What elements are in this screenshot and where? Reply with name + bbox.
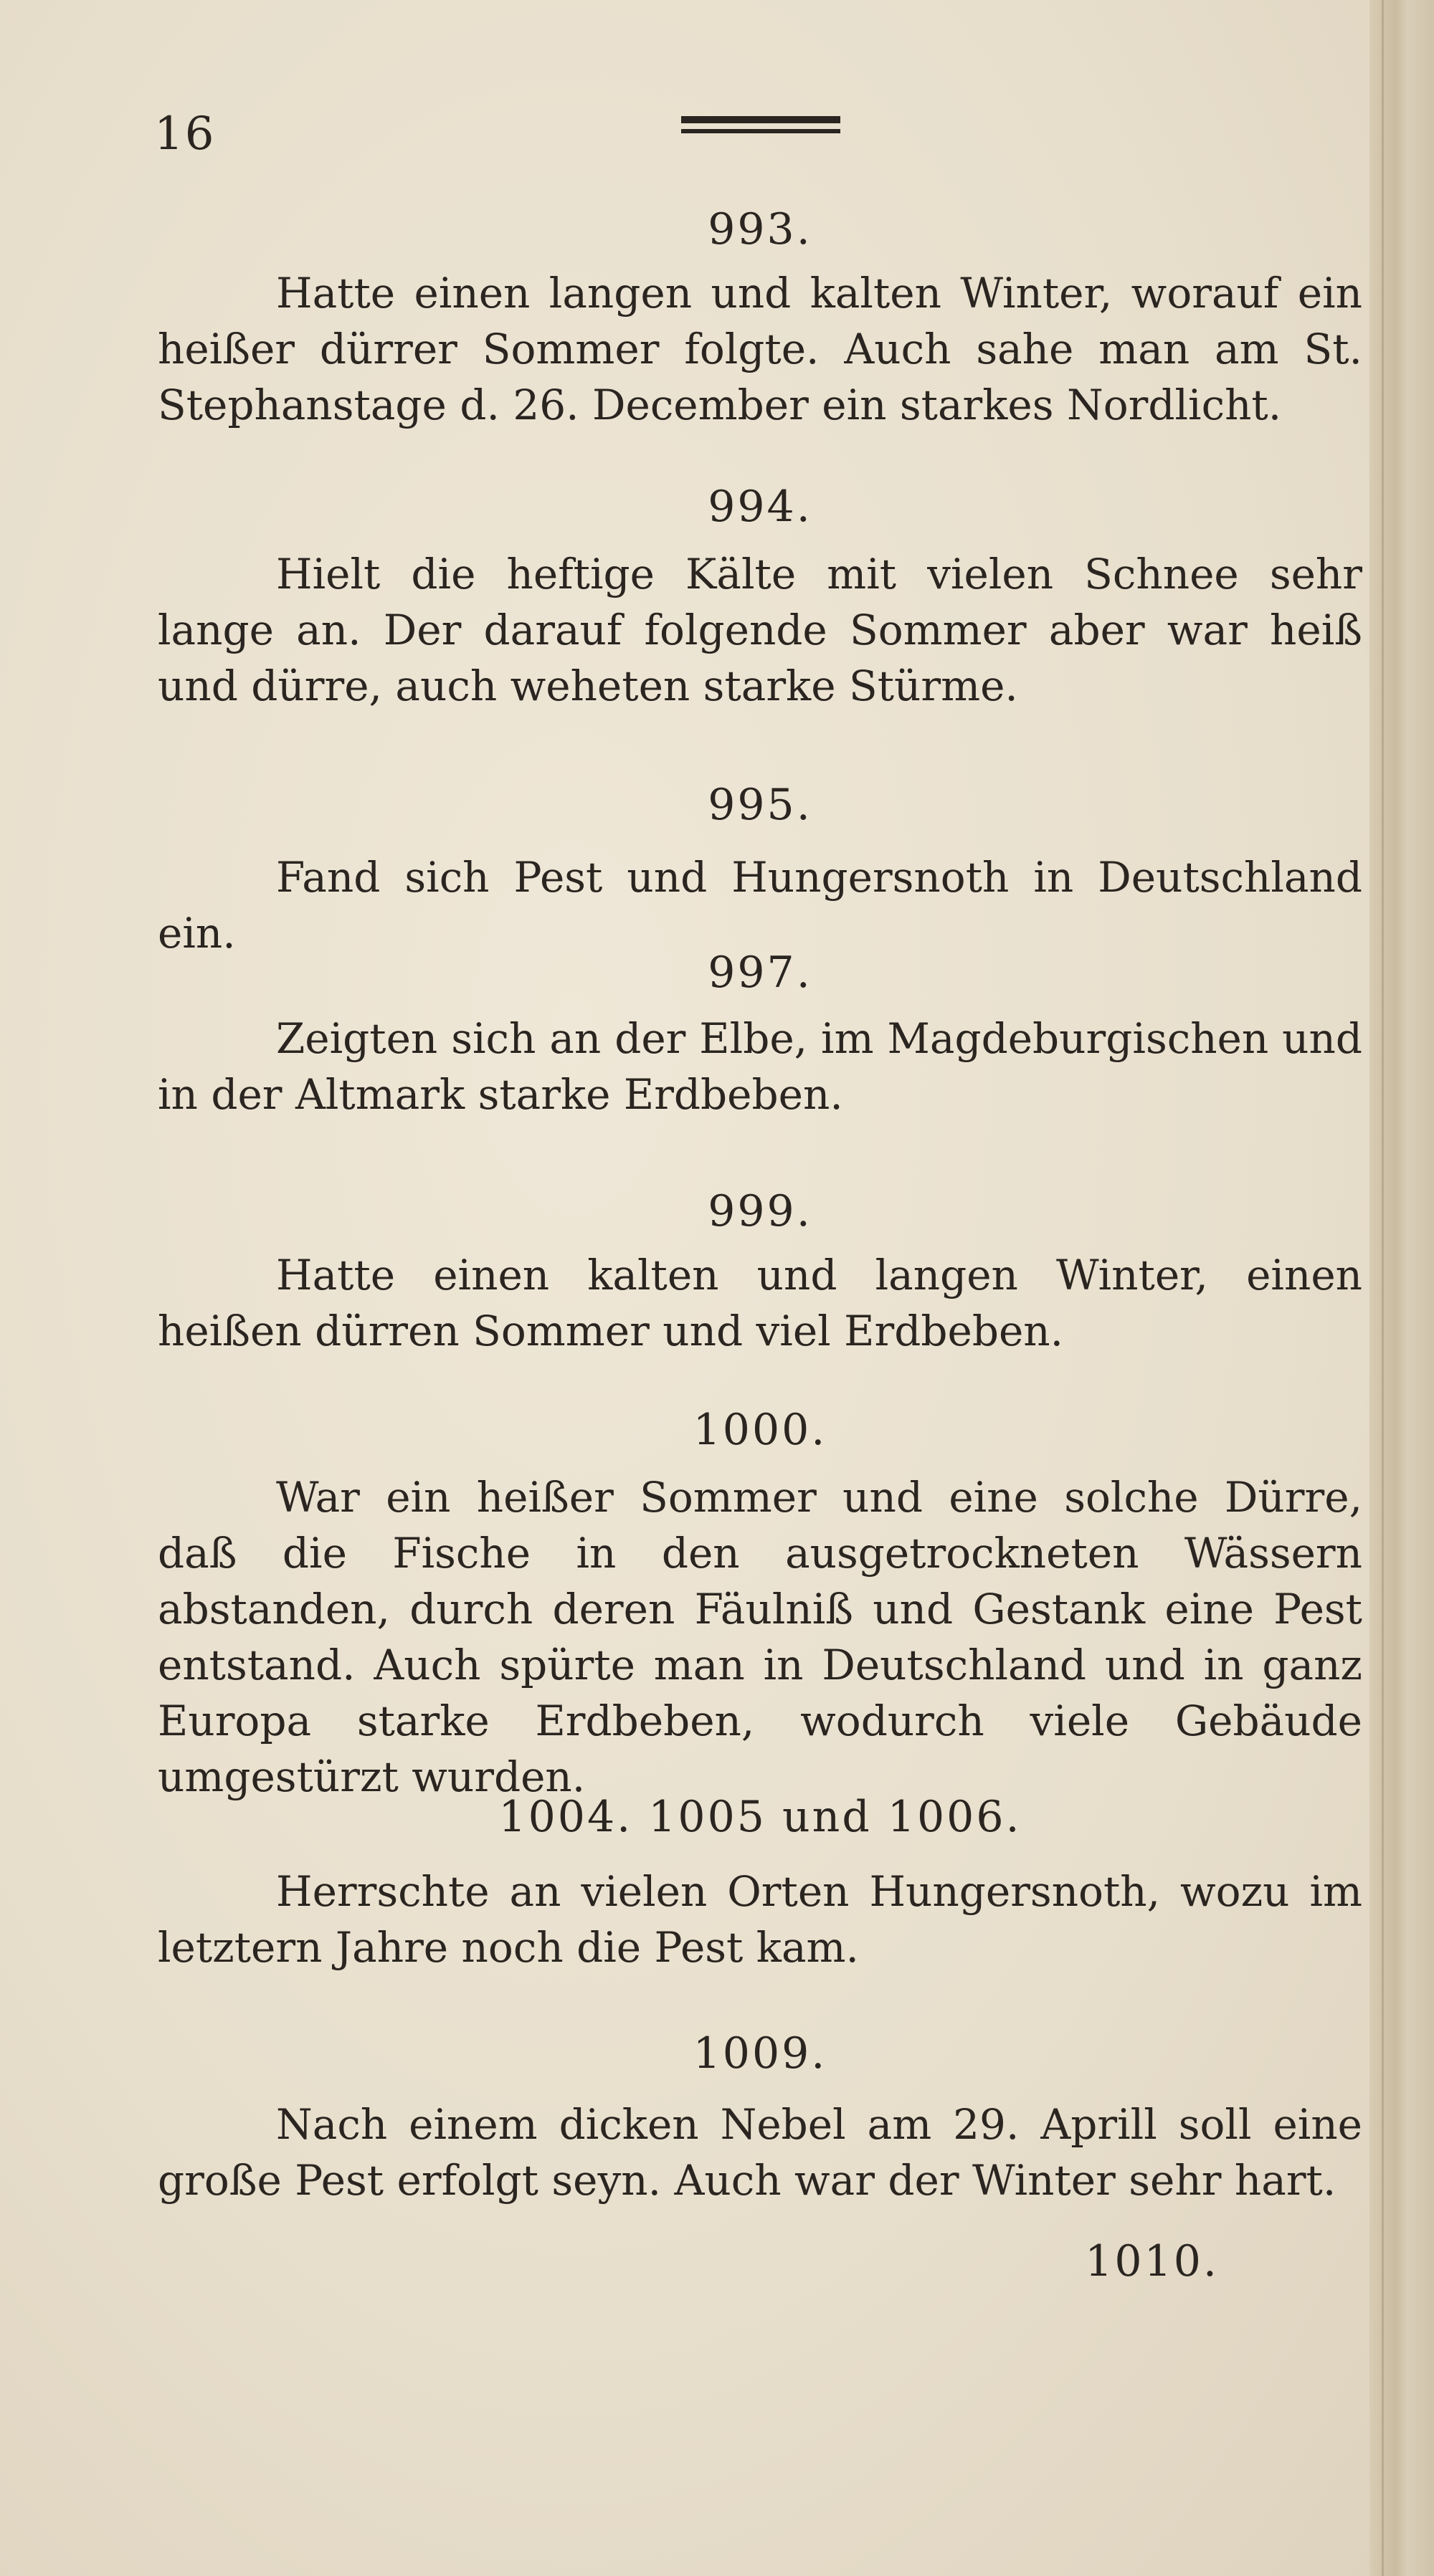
page-edge-line bbox=[1382, 0, 1384, 2576]
entry-text: Fand sich Pest und Hungersnoth in Deutschland ein. bbox=[158, 853, 1362, 958]
entry-text: Hielt die heftige Kälte mit vielen Schnee sehr lange an. Der darauf folgende Sommer aber war heiß und dürre, auch weheten starke Stürme. bbox=[158, 550, 1362, 710]
entry-year: 1004. 1005 und 1006. bbox=[498, 1792, 1022, 1842]
entry-year: 994. bbox=[708, 482, 812, 532]
entry-text: Herrschte an vielen Orten Hungersnoth, wozu im letztern Jahre noch die Pest kam. bbox=[158, 1867, 1362, 1972]
catchword: 1010. bbox=[1085, 2236, 1219, 2286]
entry-year: 1009. bbox=[693, 2028, 827, 2079]
entry-text: Hatte einen kalten und langen Winter, einen heißen dürren Sommer und viel Erdbeben. bbox=[158, 1251, 1362, 1355]
page-number: 16 bbox=[154, 108, 216, 161]
page-binding-edge bbox=[1369, 0, 1434, 2576]
header-rule bbox=[681, 116, 840, 133]
entry-text: Zeigten sich an der Elbe, im Magdeburgischen und in der Altmark starke Erdbeben. bbox=[158, 1014, 1362, 1119]
entry-year: 993. bbox=[708, 204, 812, 254]
entry-text: Hatte einen langen und kalten Winter, worauf ein heißer dürrer Sommer folgte. Auch sahe man am St. Stephanstage d. 26. December ein starkes Nordlicht. bbox=[158, 269, 1362, 429]
entry-year: 995. bbox=[708, 780, 812, 830]
entry-year: 999. bbox=[708, 1186, 812, 1236]
entry-text: Nach einem dicken Nebel am 29. Aprill soll eine große Pest erfolgt seyn. Auch war der Winter sehr hart. bbox=[158, 2100, 1362, 2205]
entry-year: 1000. bbox=[693, 1405, 827, 1455]
entry-year: 997. bbox=[708, 948, 812, 998]
entry-text: War ein heißer Sommer und eine solche Dürre, daß die Fische in den ausgetrockneten Wässern abstanden, durch deren Fäulniß und Gestank eine Pest entstand. Auch spürte man in Deutschland und in ganz Europa starke Erdbeben, wodurch viele Gebäude umgestürzt wurden. bbox=[158, 1473, 1362, 1801]
